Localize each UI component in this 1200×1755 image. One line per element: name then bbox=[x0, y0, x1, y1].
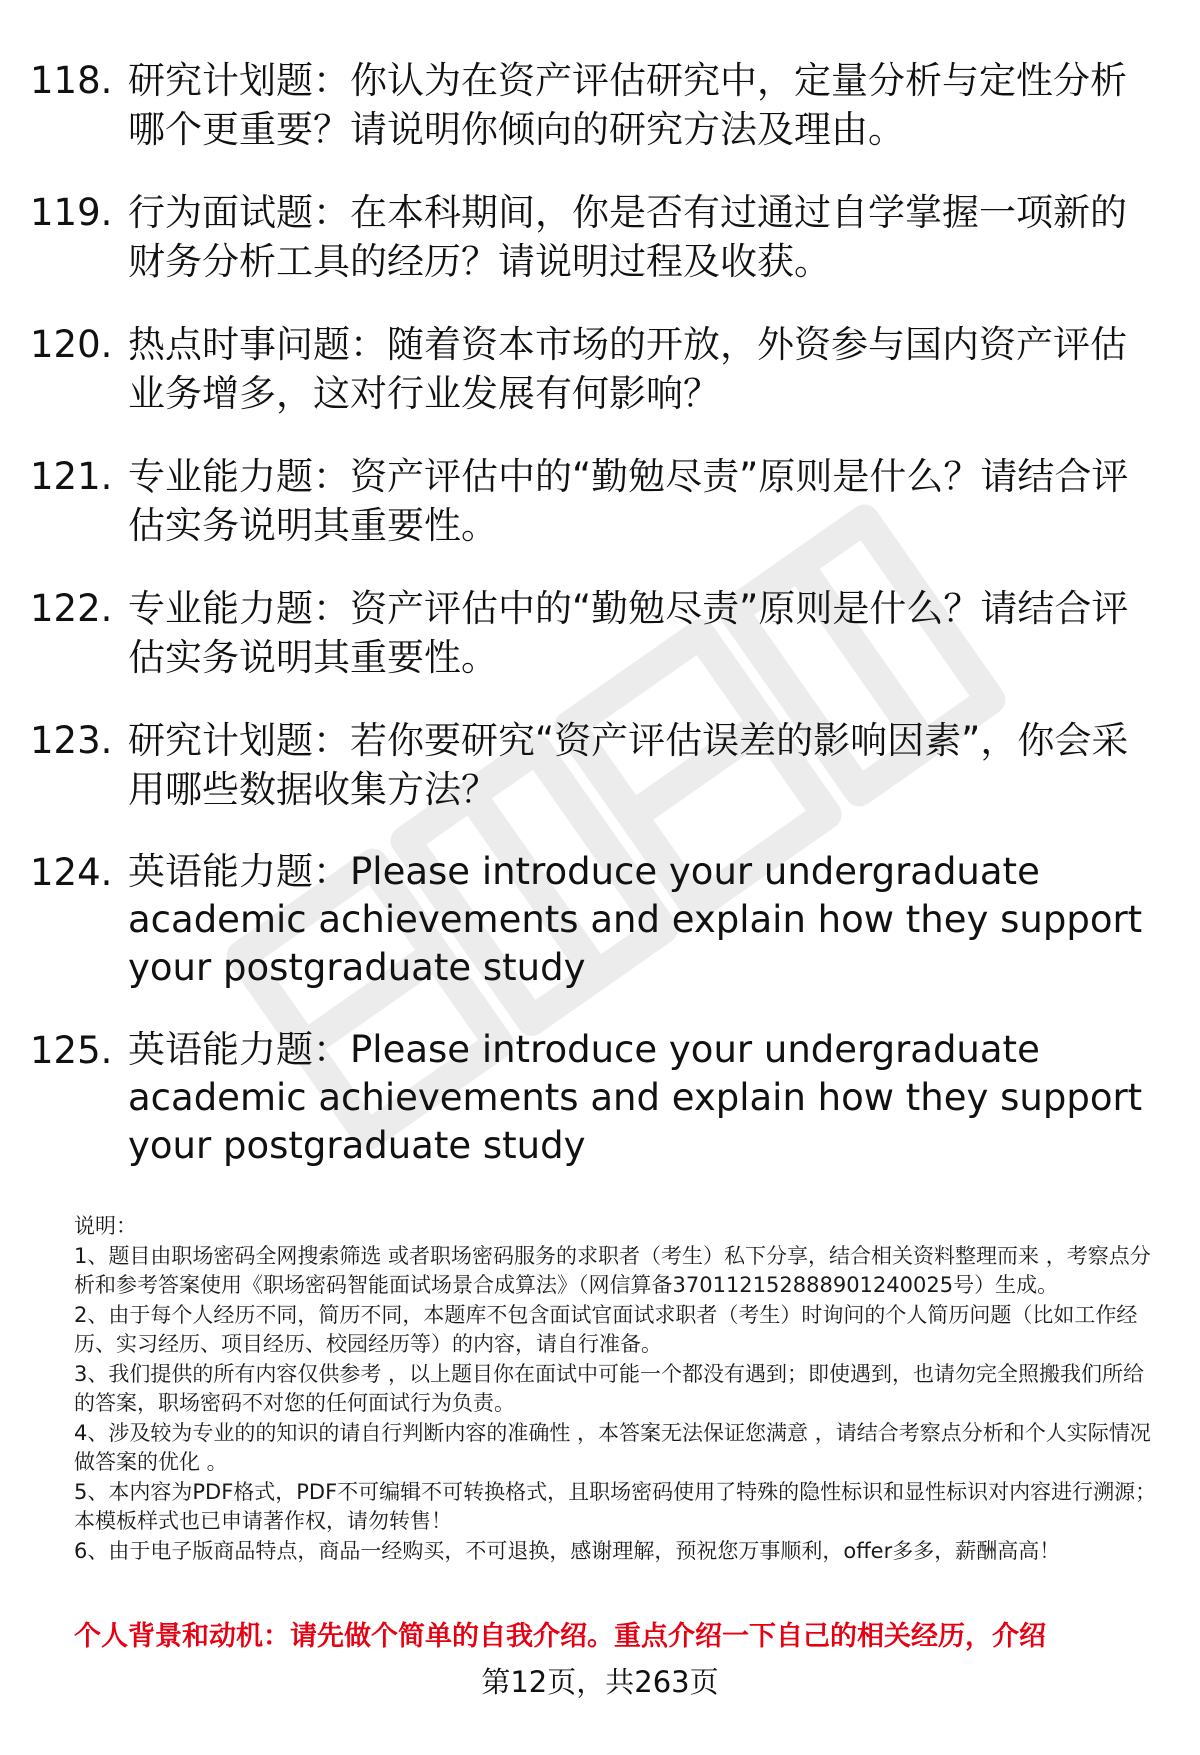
question-text: 专业能力题：资产评估中的“勤勉尽责”原则是什么？请结合评估实务说明其重要性。 bbox=[128, 455, 1129, 547]
question-item bbox=[30, 320, 1170, 418]
question-text: 英语能力题：Please introduce your undergraduate academic achievements and explain how they support your postgraduate study bbox=[128, 850, 1143, 989]
note-item: 3、我们提供的所有内容仅供参考 ，以上题目你在面试中可能一个都没有遇到；即使遇到，也请勿完全照搬我们所给的答案，职场密码不对您的任何面试行为负责。 bbox=[74, 1361, 1145, 1415]
question-number: 123. bbox=[30, 719, 113, 762]
note-item: 1、题目由职场密码全网搜索筛选 或者职场密码服务的求职者（考生）私下分享，结合相关资料整理而来 ，考察点分析和参考答案使用《职场密码智能面试场景合成算法》（网信算备37011215288890124​0025号）生成。 bbox=[74, 1243, 1151, 1297]
question-text: 行为面试题：在本科期间，你是否有过通过自学掌握一项新的财务分析工具的经历？请说明过程及收获。 bbox=[128, 191, 1127, 283]
next-question-teaser: 个人背景和动机：请先做个简单的自我介绍。重点介绍一下自己的相关经历，介绍 bbox=[74, 1621, 1046, 1652]
question-number: 119. bbox=[30, 191, 113, 234]
question-number: 122. bbox=[30, 587, 113, 630]
question-list bbox=[30, 56, 1170, 1204]
question-text: 热点时事问题：随着资本市场的开放，外资参与国内资产评估业务增多，这对行业发展有何影响？ bbox=[128, 323, 1127, 415]
question-item bbox=[30, 1026, 1170, 1170]
question-item bbox=[30, 452, 1170, 550]
notes-heading: 说明： bbox=[74, 1214, 137, 1238]
note-item: 4、涉及较为专业的的知识的请自行判断内容的准确性 ，本答案无法保证您满意 ，请结合考察点分析和个人实际情况做答案的优化 。 bbox=[74, 1420, 1151, 1474]
note-item: 6、由于电子版商品特点，商品一经购买，不可退换，感谢理解，预祝您万事顺利，offer多多，薪酬高高！ bbox=[74, 1538, 1061, 1563]
page-number: 第12页，共263页 bbox=[481, 1665, 719, 1699]
question-text: 研究计划题：若你要研究“资产评估误差的影响因素”，你会采用哪些数据收集方法？ bbox=[128, 719, 1129, 811]
question-text: 研究计划题：你认为在资产评估研究中，定量分析与定性分析哪个更重要？请说明你倾向的研究方法及理由。 bbox=[128, 59, 1127, 151]
note-item: 5、本内容为PDF格式，PDF不可编辑不可转换格式，且职场密码使用了特殊的隐性标识和显性标识对内容进行溯源；本模板样式也已申请著作权，请勿转售！ bbox=[74, 1479, 1157, 1533]
question-text: 英语能力题：Please introduce your undergraduate academic achievements and explain how they support your postgraduate study bbox=[128, 1028, 1143, 1167]
question-number: 124. bbox=[30, 851, 113, 894]
question-item bbox=[30, 188, 1170, 286]
question-number: 118. bbox=[30, 59, 113, 102]
question-item bbox=[30, 716, 1170, 814]
notes-section bbox=[74, 1212, 1164, 1566]
question-item bbox=[30, 584, 1170, 682]
question-number: 120. bbox=[30, 323, 113, 366]
note-item: 2、由于每个人经历不同，简历不同，本题库不包含面试官面试求职者（考生）时询问的个人简历问题（比如工作经历、实习经历、项目经历、校园经历等）的内容，请自行准备。 bbox=[74, 1302, 1138, 1356]
question-text: 专业能力题：资产评估中的“勤勉尽责”原则是什么？请结合评估实务说明其重要性。 bbox=[128, 587, 1129, 679]
question-number: 121. bbox=[30, 455, 113, 498]
question-number: 125. bbox=[30, 1029, 113, 1072]
question-item bbox=[30, 848, 1170, 992]
question-item bbox=[30, 56, 1170, 154]
